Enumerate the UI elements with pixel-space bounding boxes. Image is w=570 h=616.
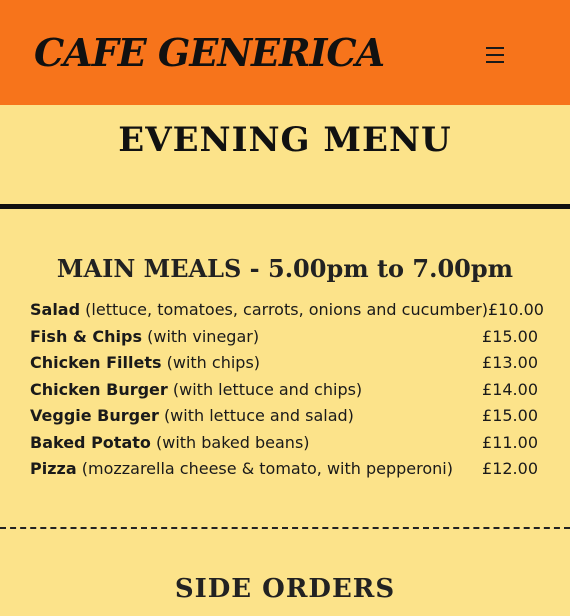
menu-item-desc: (with vinegar) [147, 326, 260, 346]
menu-item-name: Chicken Burger [30, 379, 168, 399]
menu-item-desc: (lettuce, tomatoes, carrots, onions and cucumber) [85, 300, 488, 319]
menu-item-price: £10.00 [487, 300, 544, 319]
menu-item-text [30, 433, 310, 452]
menu-item [30, 353, 542, 380]
menu-item-price: £15.00 [482, 326, 538, 346]
menu-item-desc: (with baked beans) [155, 432, 310, 452]
menu-item-desc: (with lettuce and chips) [172, 379, 363, 399]
hamburger-bar [486, 54, 504, 56]
menu-item [30, 380, 542, 407]
hamburger-menu-icon[interactable] [484, 44, 508, 66]
menu-item [30, 433, 542, 460]
menu-item-text [30, 353, 260, 372]
hamburger-bar [486, 47, 504, 49]
menu-item [30, 327, 542, 354]
main-meals-heading: MAIN MEALS - 5.00pm to 7.00pm [56, 254, 514, 283]
menu-item-desc: (with lettuce and salad) [163, 406, 354, 425]
dashed-divider [0, 527, 570, 529]
menu-item-text [30, 327, 259, 346]
brand-logo[interactable]: CAFE GENERICA [34, 30, 385, 75]
menu-item-price: £12.00 [482, 459, 538, 478]
menu-item-name: Salad [30, 300, 81, 319]
menu-item-text [30, 300, 488, 319]
hamburger-bar [486, 61, 504, 63]
menu-item [30, 406, 542, 433]
menu-item-name: Fish & Chips [30, 326, 143, 346]
menu-item-price: £11.00 [482, 432, 538, 452]
menu-item-desc: (with chips) [166, 353, 261, 372]
section-divider [0, 204, 570, 209]
side-orders-heading: SIDE ORDERS [174, 574, 396, 604]
main-meals-list [30, 300, 542, 486]
menu-item-name: Pizza [30, 459, 77, 478]
menu-item-price: £13.00 [482, 353, 538, 372]
menu-item-name: Veggie Burger [30, 406, 159, 425]
menu-item-name: Baked Potato [30, 432, 151, 452]
menu-item-price: £15.00 [482, 406, 538, 425]
menu-item [30, 300, 542, 327]
menu-item-text [30, 459, 453, 478]
menu-item-name: Chicken Fillets [30, 353, 162, 372]
menu-item [30, 459, 542, 486]
site-header [0, 0, 570, 105]
menu-item-text [30, 406, 354, 425]
menu-item-text [30, 380, 362, 399]
menu-item-desc: (mozzarella cheese & tomato, with pepperoni) [81, 459, 453, 478]
page-title: EVENING MENU [118, 120, 452, 160]
menu-item-price: £14.00 [482, 379, 538, 399]
